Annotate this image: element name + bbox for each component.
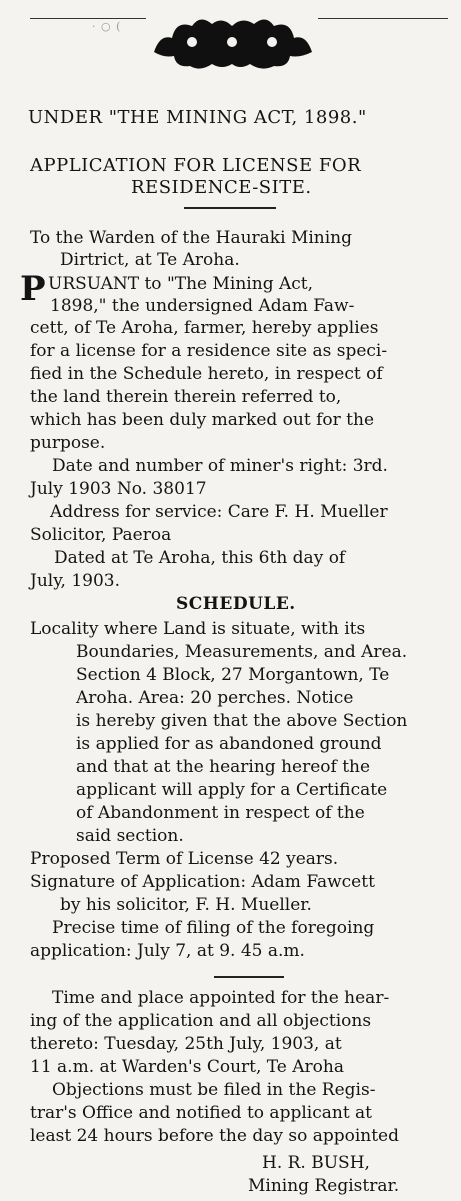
dated-line-1: Dated at Te Aroha, this 6th day of	[54, 548, 346, 568]
locality-line-3: Section 4 Block, 27 Morgantown, Te	[76, 665, 390, 685]
locality-line-9: of Abandonment in respect of the	[76, 803, 365, 823]
service-line-2: Solicitor, Paeroa	[30, 525, 172, 545]
body-line-4: for a license for a residence site as speci-	[30, 341, 388, 361]
schedule-title: SCHEDULE.	[176, 594, 296, 614]
bleed-through-mark: · ○ (	[92, 20, 122, 33]
locality-line-6: is applied for as abandoned ground	[76, 734, 382, 754]
locality-line-2: Boundaries, Measurements, and Area.	[76, 642, 408, 662]
locality-line-7: and that at the hearing hereof the	[76, 757, 371, 777]
hearing-line-1: Time and place appointed for the hear-	[52, 988, 390, 1008]
hearing-line-2: ing of the application and all objections	[30, 1011, 372, 1031]
locality-line-4: Aroha. Area: 20 perches. Notice	[76, 688, 354, 708]
service-line-1: Address for service: Care F. H. Mueller	[50, 502, 388, 522]
miners-right-line-2: July 1903 No. 38017	[30, 479, 207, 499]
body-line-2: 1898," the undersigned Adam Faw-	[50, 296, 355, 316]
body-line-3: cett, of Te Aroha, farmer, hereby applies	[30, 318, 379, 338]
filing-line-1: Precise time of filing of the foregoing	[52, 918, 375, 938]
body-line-1: URSUANT to "The Mining Act,	[48, 274, 314, 294]
body-line-6: the land therein therein referred to,	[30, 387, 342, 407]
body-line-5: fied in the Schedule hereto, in respect of	[30, 364, 383, 384]
hearing-line-4: 11 a.m. at Warden's Court, Te Aroha	[30, 1057, 344, 1077]
signature-line-2: by his solicitor, F. H. Mueller.	[60, 895, 312, 915]
miners-right-line-1: Date and number of miner's right: 3rd.	[52, 456, 388, 476]
heading-rule	[184, 207, 276, 209]
signer-name: H. R. BUSH,	[262, 1153, 370, 1173]
section-rule	[214, 976, 284, 978]
top-rule-left	[30, 18, 146, 19]
header-title: UNDER "THE MINING ACT, 1898."	[28, 107, 367, 128]
term-line: Proposed Term of License 42 years.	[30, 849, 339, 869]
locality-line-5: is hereby given that the above Section	[76, 711, 408, 731]
drop-cap: P	[20, 269, 46, 309]
signature-line-1: Signature of Application: Adam Fawcett	[30, 872, 375, 892]
body-line-8: purpose.	[30, 433, 106, 453]
heading-line-2: RESIDENCE-SITE.	[131, 177, 312, 198]
locality-line-10: said section.	[76, 826, 184, 846]
address-line-2: Dirtrict, at Te Aroha.	[60, 250, 240, 270]
hearing-line-3: thereto: Tuesday, 25th July, 1903, at	[30, 1034, 342, 1054]
body-line-7: which has been duly marked out for the	[30, 410, 375, 430]
filing-line-2: application: July 7, at 9. 45 a.m.	[30, 941, 305, 961]
heading-line-1: APPLICATION FOR LICENSE FOR	[30, 155, 362, 176]
signer-title: Mining Registrar.	[248, 1176, 400, 1196]
objections-line-3: least 24 hours before the day so appointed	[30, 1126, 400, 1146]
objections-line-1: Objections must be filed in the Regis-	[52, 1080, 376, 1100]
locality-line-1: Locality where Land is situate, with its	[30, 619, 366, 639]
locality-line-8: applicant will apply for a Certificate	[76, 780, 388, 800]
dated-line-2: July, 1903.	[30, 571, 121, 591]
top-rule-right	[318, 18, 448, 19]
crest-emblem-icon	[150, 12, 315, 72]
objections-line-2: trar's Office and notified to applicant at	[30, 1103, 373, 1123]
address-line-1: To the Warden of the Hauraki Mining	[30, 228, 353, 248]
